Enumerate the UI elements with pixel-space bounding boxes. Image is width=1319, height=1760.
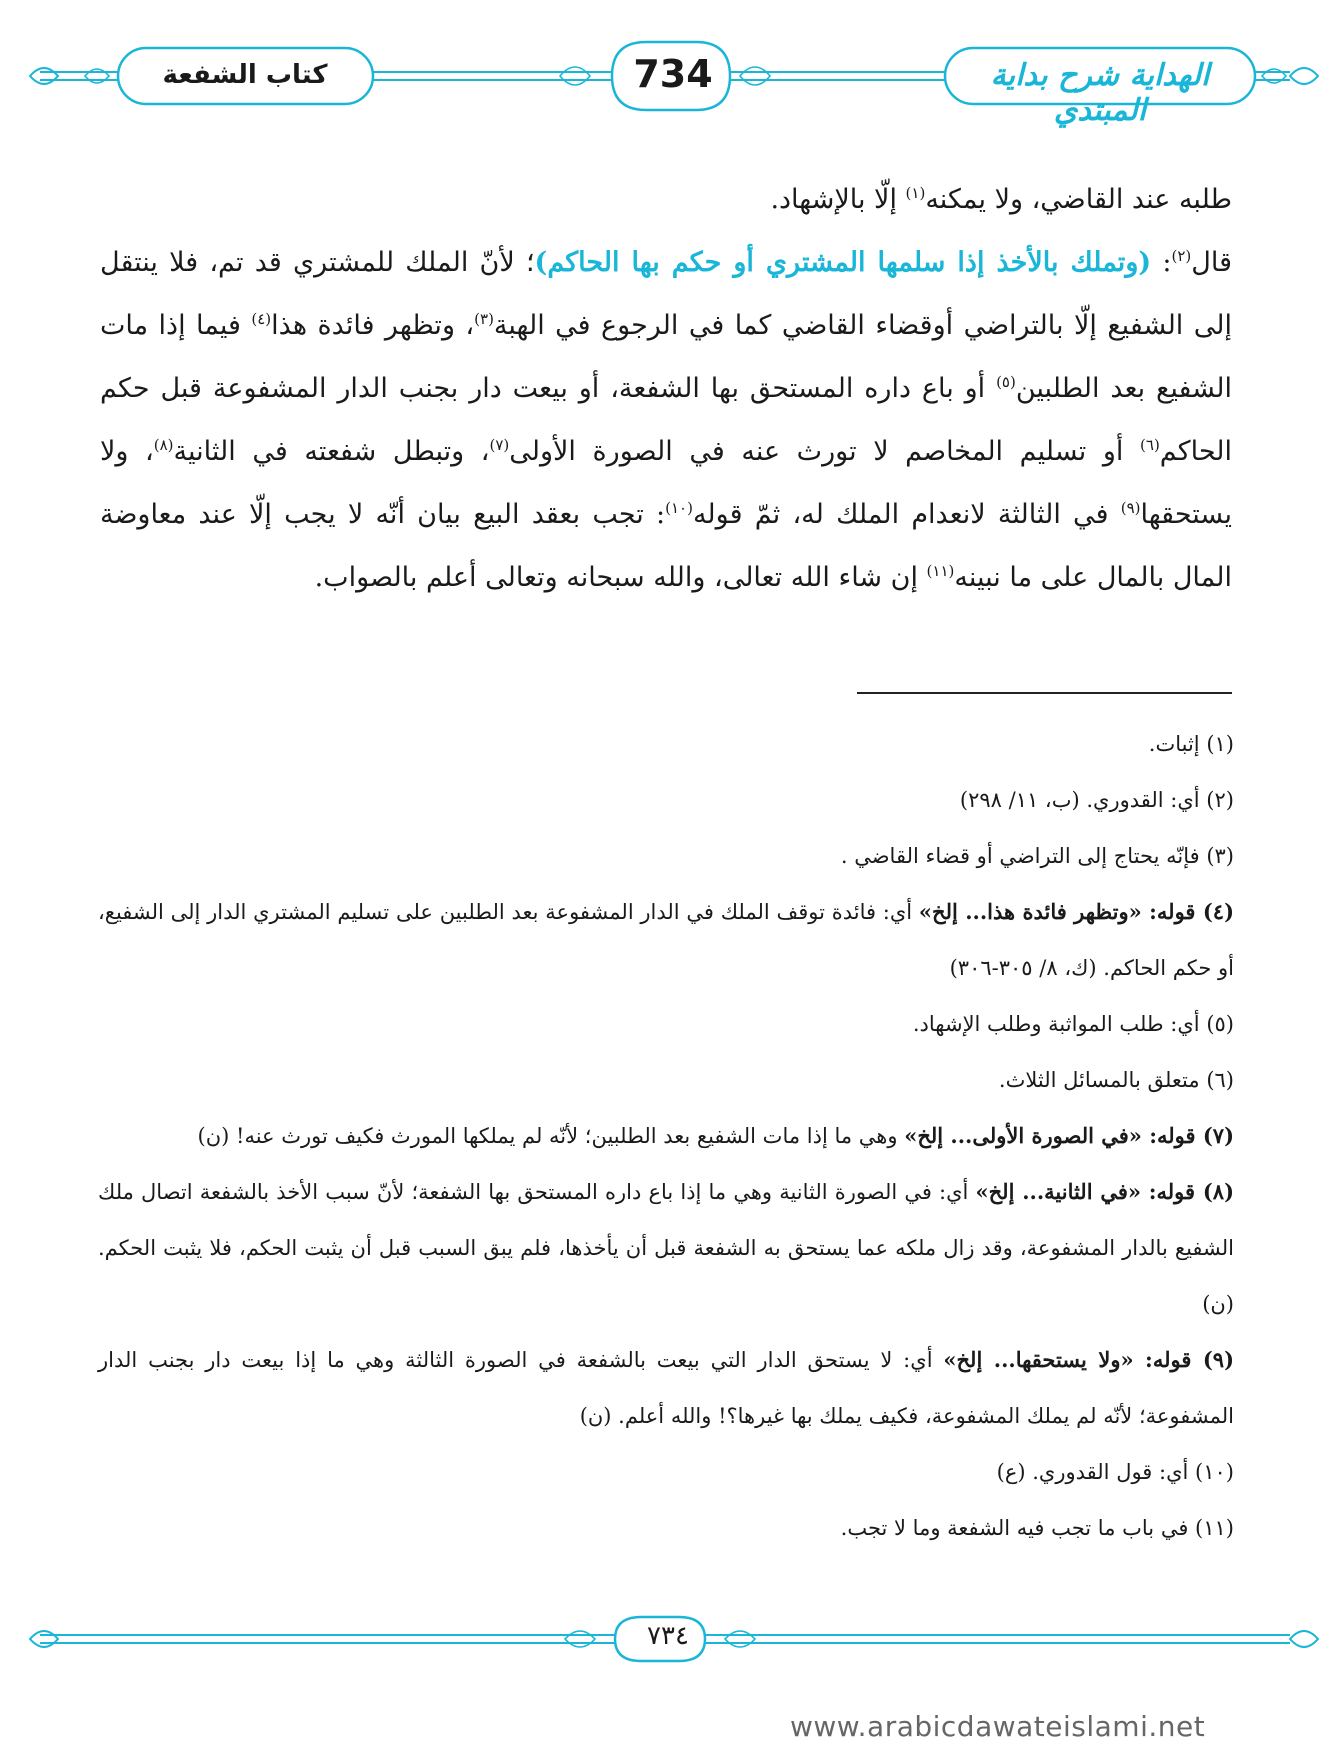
text-segment: أو باع داره المستحق بها الشفعة، أو بيعت دار بجنب الدار المشفوعة قبل حكم الحاكم	[100, 373, 1233, 467]
footnote-2: (٢) أي: القدوري. (ب، ١١/ ٢٩٨)	[959, 788, 1234, 812]
footnote-5: (٥) أي: طلب المواثبة وطلب الإشهاد.	[912, 1012, 1234, 1036]
footnote-ref[interactable]: (١١)	[926, 562, 955, 580]
footnote-label: (٤) قوله: «وتظهر فائدة هذا... إلخ»	[918, 899, 1235, 924]
page-footer	[0, 1605, 1319, 1695]
header-page-number: 734	[633, 52, 713, 96]
text-segment: ، وتظهر فائدة هذا	[271, 310, 475, 341]
text-segment: ؛ لأنّ الملك للمشتري قد تم، فلا ينتقل إلى الشفيع إلّا بالتراضي أوقضاء القاضي كما في الرجوع في الهبة	[100, 247, 1232, 341]
footnote-ref[interactable]: (٦)	[1140, 436, 1160, 454]
footnote-ref[interactable]: (٢)	[1171, 247, 1192, 265]
text-segment: أو تسليم المخاصم لا تورث عنه في الصورة الأولى	[509, 436, 1141, 467]
text-segment: ، ولا يستحقها	[100, 436, 1232, 530]
main-paragraph-1	[100, 168, 1232, 231]
footnote-8	[98, 1164, 1234, 1332]
footnote-ref[interactable]: (٩)	[1120, 499, 1141, 517]
footnote-ref[interactable]: (٣)	[474, 310, 494, 328]
footnote-3: (٣) فإنّه يحتاج إلى التراضي أو قضاء القاضي .	[840, 844, 1234, 868]
text-segment: قال	[1191, 247, 1232, 278]
footnote-text: أي: فائدة توقف الملك في الدار المشفوعة بعد الطلبين على تسليم المشتري الدار إلى الشفيع، أو حكم الحاكم. (ك، ٨/ ٣٠٥-٣٠٦)	[98, 900, 1234, 980]
footnote-text: أي: في الصورة الثانية وهي ما إذا باع داره المستحق بها الشفعة؛ لأنّ سبب الأخذ بالشفعة اتصال ملك الشفيع بالدار المشفوعة، وقد زال ملكه عما يستحق به الشفعة قبل أن يأخذها، فلم يبق السبب قبل أن يثبت الحكم، فلا يثبت الحكم. (ن)	[98, 1180, 1234, 1316]
footnote-ref[interactable]: (٤)	[251, 310, 272, 328]
footnote-text: أي: لا يستحق الدار التي بيعت بالشفعة في الصورة الثالثة وهي ما إذا بيعت دار بجنب الدار المشفوعة؛ لأنّه لم يملك المشفوعة، فكيف يملك بها غيرها؟! والله أعلم. (ن)	[98, 1348, 1234, 1428]
footnote-label: (٨) قوله: «في الثانية... إلخ»	[975, 1179, 1234, 1204]
page-header	[0, 0, 1319, 170]
text-segment: ، وتبطل شفعته في الثانية	[173, 436, 490, 467]
footer-page-number: ٧٣٤	[647, 1621, 689, 1651]
footnote-10: (١٠) أي: قول القدوري. (ع)	[996, 1460, 1234, 1484]
footnote-1: (١) إثبات.	[1148, 732, 1234, 756]
text-segment: :	[1151, 247, 1172, 278]
website-watermark: www.arabicdawateislami.net	[790, 1710, 1206, 1743]
footnote-ref[interactable]: (١٠)	[665, 499, 693, 517]
footnote-ref[interactable]: (٨)	[153, 436, 174, 454]
text-segment: : تجب بعقد البيع بيان أنّه لا يجب إلّا عند معاوضة المال بالمال على ما نبينه	[100, 499, 1232, 593]
footnote-label: (٩) قوله: «ولا يستحقها... إلخ»	[943, 1347, 1234, 1372]
book-title: الهداية شرح بداية المبتدي	[990, 58, 1210, 128]
text-segment: إلّا بالإشهاد.	[770, 184, 906, 215]
footnote-7	[98, 1108, 1234, 1164]
footnote-9	[98, 1332, 1234, 1444]
text-segment: في الثالثة لانعدام الملك له، ثمّ قوله	[692, 499, 1121, 530]
chapter-title: كتاب الشفعة	[162, 60, 328, 90]
footnote-text: وهي ما إذا مات الشفيع بعد الطلبين؛ لأنّه لم يملكها المورث فكيف تورث عنه! (ن)	[197, 1124, 905, 1148]
text-segment: طلبه عند القاضي، ولا يمكنه	[925, 184, 1232, 215]
footnote-6: (٦) متعلق بالمسائل الثلاث.	[998, 1068, 1234, 1092]
text-segment: إن شاء الله تعالى، والله سبحانه وتعالى أعلم بالصواب.	[314, 562, 927, 593]
main-text	[100, 168, 1232, 609]
text-segment: فيما إذا مات الشفيع بعد الطلبين	[100, 310, 1232, 404]
footnote-label: (٧) قوله: «في الصورة الأولى... إلخ»	[904, 1123, 1234, 1148]
footnote-ref[interactable]: (٥)	[996, 373, 1016, 391]
footnote-4	[98, 884, 1234, 996]
footnote-divider	[857, 692, 1232, 694]
footnote-11: (١١) في باب ما تجب فيه الشفعة وما لا تجب.	[840, 1516, 1234, 1540]
footnote-ref[interactable]: (١)	[905, 184, 926, 202]
main-paragraph-2	[100, 231, 1232, 609]
matn-quote: (وتملك بالأخذ إذا سلمها المشتري أو حكم بها الحاكم)	[534, 247, 1152, 278]
footnotes	[98, 716, 1234, 1556]
footnote-ref[interactable]: (٧)	[489, 436, 510, 454]
